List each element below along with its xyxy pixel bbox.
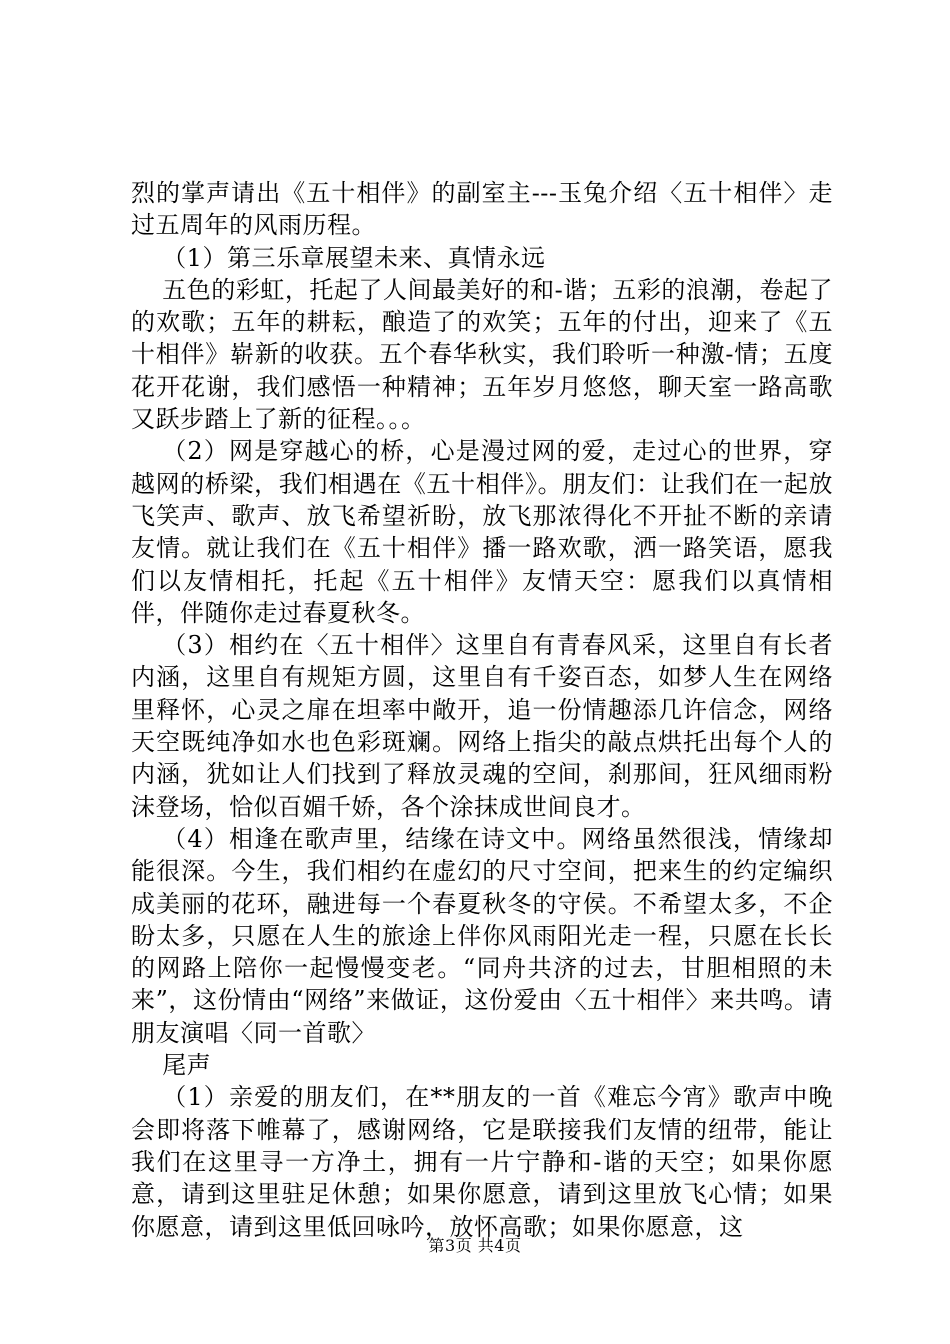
section-heading-movement-three: （1）第三乐章展望未来、真情永远: [162, 243, 546, 272]
paragraph-rainbow: 五色的彩虹，托起了人间最美好的和-谐；五彩的浪潮，卷起了的欢歌；五年的耕耘，酿造了的欢笑；五年的付出，迎来了《五十相伴》崭新的收获。五个春华秋实，我们聆听一种激-情；五度花开花谢，我们感悟一种精神；五年岁月悠悠，聊天室一路高歌又跃步踏上了新的征程。。。: [131, 275, 833, 434]
paragraph-item-3: （3）相约在〈五十相伴〉这里自有青春风采，这里自有长者内涵，这里自有规矩方圆，这里自有千姿百态，如梦人生在网络里释怀，心灵之扉在坦率中敞开，追一份情趣添几许信念，网络天空既纯净如水也色彩斑斓。网络上指尖的敲点烘托出每个人的内涵，犹如让人们找到了释放灵魂的空间，刹那间，狂风细雨粉沫登场，恰似百媚千娇，各个涂抹成世间良才。: [131, 631, 833, 821]
paragraph-item-2: （2）网是穿越心的桥，心是漫过网的爱，走过心的世界，穿越网的桥梁，我们相遇在《五十相伴》。朋友们：让我们在一起放飞笑声、歌声、放飞希望祈盼，放飞那浓得化不开扯不断的亲请友情。就让我们在《五十相伴》播一路欢歌，洒一路笑语，愿我们以友情相托，托起《五十相伴》友情天空：愿我们以真情相伴，伴随你走过春夏秋冬。: [131, 437, 833, 627]
section-heading-epilogue: 尾声: [162, 1051, 212, 1080]
document-body: [131, 177, 833, 1243]
page-footer: 第3页 共4页: [428, 1236, 522, 1255]
paragraph-epilogue-item-1: （1）亲爱的朋友们，在**朋友的一首《难忘今宵》歌声中晚会即将落下帷幕了，感谢网络，它是联接我们友情的纽带，能让我们在这里寻一方净土，拥有一片宁静和-谐的天空；如果你愿意，请到这里驻足休憩；如果你愿意，请到这里放飞心情；如果你愿意，请到这里低回咏吟，放怀高歌；如果你愿意，这: [131, 1083, 833, 1241]
paragraph-item-4: （4）相逢在歌声里，结缘在诗文中。网络虽然很浅，情缘却能很深。今生，我们相约在虚幻的尺寸空间，把来生的约定编织成美丽的花环，融进每一个春夏秋冬的守侯。不希望太多，不企盼太多，只愿在人生的旅途上伴你风雨阳光走一程，只愿在长长的网路上陪你一起慢慢变老。“同舟共济的过去，甘胆相照的未来”，这份情由“网络”来做证，这份爱由〈五十相伴〉来共鸣。请朋友演唱〈同一首歌〉: [131, 824, 833, 1047]
paragraph-continuation: 烈的掌声请出《五十相伴》的副室主---玉兔介绍〈五十相伴〉走过五周年的风雨历程。: [131, 179, 833, 240]
